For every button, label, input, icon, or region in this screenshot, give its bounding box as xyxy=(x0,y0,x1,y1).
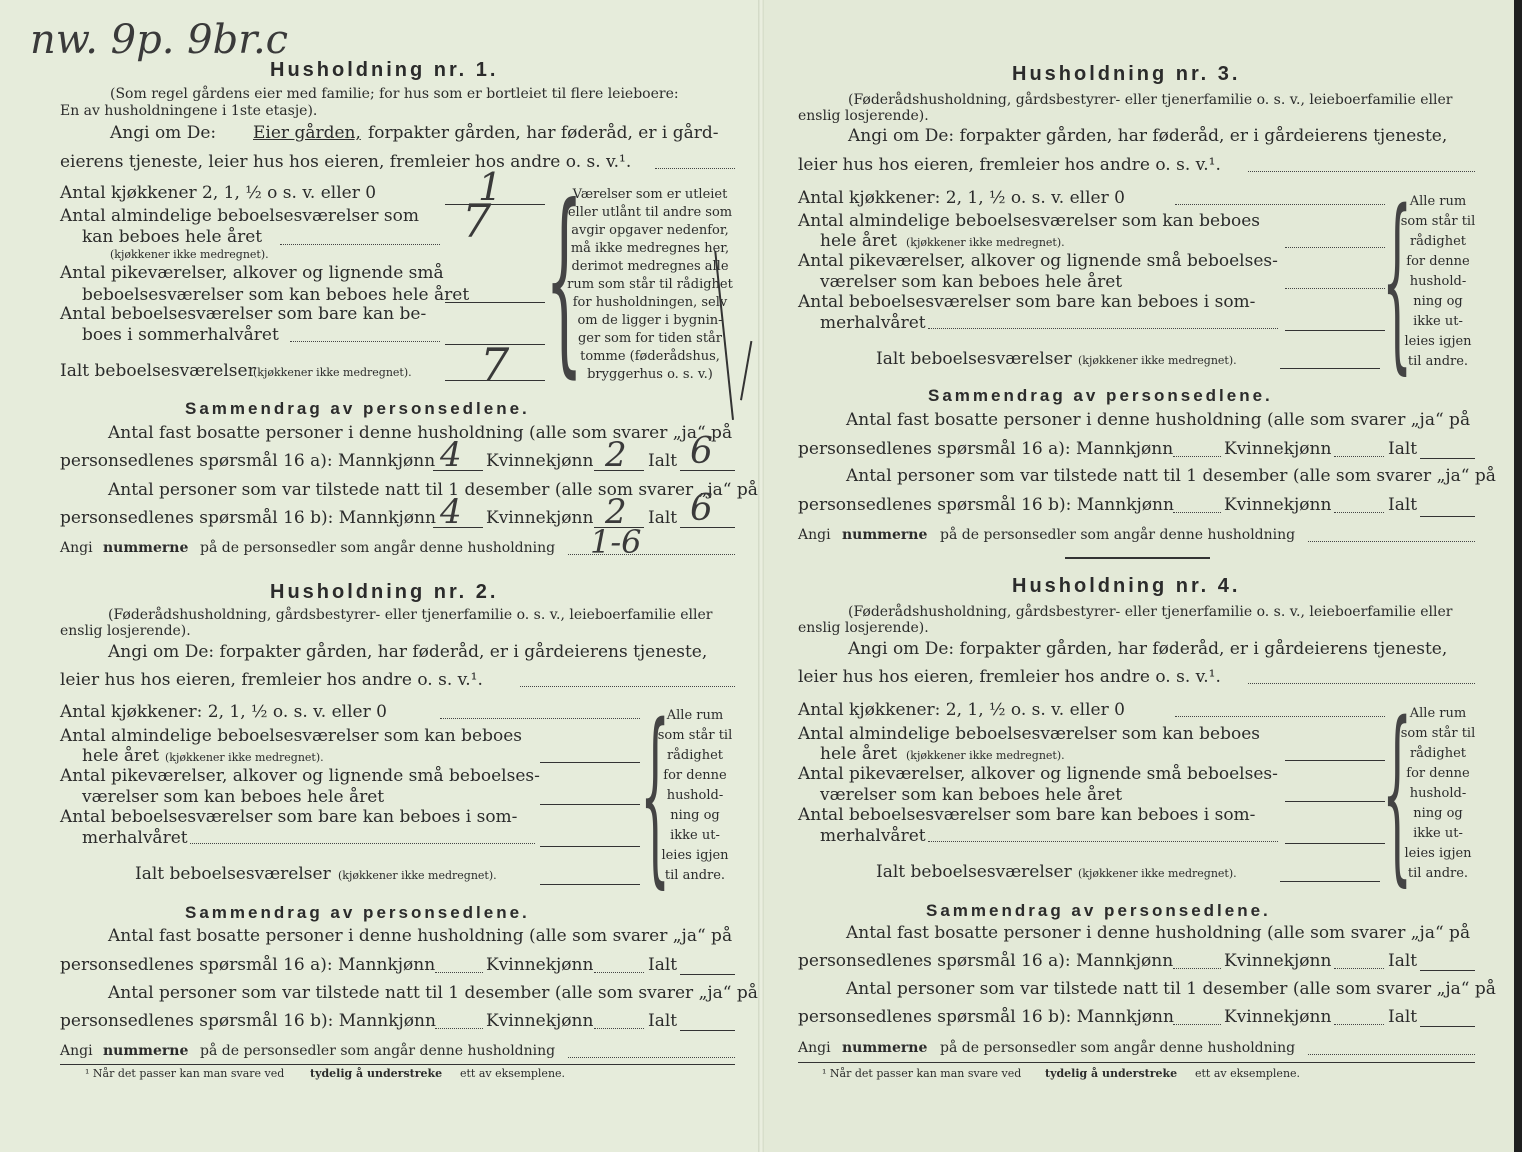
h2-angi-nummer-b: nummerne xyxy=(103,1043,189,1059)
h1-summer-dots xyxy=(290,341,440,342)
h1-brace: { xyxy=(545,163,584,396)
h2-sum-b1: Antal personer som var tilstede natt til 1 desember (alle som svarer „ja“ på xyxy=(108,983,758,1003)
h1-note: (Som regel gårdens eier med familie; for hus som er bortleiet til flere leieboere: xyxy=(110,86,679,102)
page-edge xyxy=(1514,0,1522,1152)
h4-row-rooms-b: hele året xyxy=(820,744,898,764)
h2-sum-a-ialt: Ialt xyxy=(648,955,678,975)
h1-row-total-sub: (kjøkkener ikke medregnet). xyxy=(253,366,412,379)
h2-summary-title: Sammendrag av personsedlene. xyxy=(185,903,530,922)
h1-row-summer-b: boes i sommerhalvåret xyxy=(82,325,279,345)
h1-16b-total: 6 xyxy=(690,488,713,529)
h3-row-rooms-b: hele året xyxy=(820,231,898,251)
h2-summer-dots xyxy=(190,843,535,844)
h2-small-line xyxy=(540,804,640,805)
left-footnote-a: ¹ Når det passer kan man svare ved xyxy=(85,1067,285,1080)
h4-rooms-line xyxy=(1285,760,1385,761)
h1-sum-b-kv: Kvinnekjønn xyxy=(486,508,594,528)
h1-sum-a1: Antal fast bosatte personer i denne husholdning (alle som svarer „ja“ på xyxy=(108,423,733,443)
h1-row-rooms-b: kan beboes hele året xyxy=(82,227,263,247)
h3-row-total-sub: (kjøkkener ikke medregnet). xyxy=(1078,354,1237,367)
h3-sum-a1: Antal fast bosatte personer i denne husholdning (alle som svarer „ja“ på xyxy=(846,410,1471,430)
h4-summer-line xyxy=(1285,843,1385,844)
h2-sum-b2: personsedlenes spørsmål 16 b): Mannkjønn xyxy=(60,1011,436,1031)
h1-angi-a: Angi om De: xyxy=(110,123,217,143)
left-footnote-c: ett av eksemplene. xyxy=(460,1067,566,1080)
h3-16b-female-line xyxy=(1334,512,1384,513)
h3-angi-nummer-a: Angi xyxy=(798,527,831,543)
h2-sum-a-kv: Kvinnekjønn xyxy=(486,955,594,975)
h4-row-small-b: værelser som kan beboes hele året xyxy=(820,785,1123,805)
h4-summary-title: Sammendrag av personsedlene. xyxy=(926,901,1271,920)
h2-nummer-dots xyxy=(568,1057,735,1058)
h1-row-rooms-c: (kjøkkener ikke medregnet). xyxy=(110,248,269,261)
h2-row-rooms-a: Antal almindelige beboelsesværelser som kan beboes xyxy=(60,726,522,746)
right-footnote-b: tydelig å understreke xyxy=(1045,1067,1178,1080)
handwritten-top-note: nw. 9p. 9br.c xyxy=(30,17,289,63)
h1-angi-nummer-c: på de personsedler som angår denne husholdning xyxy=(200,540,556,556)
h1-angi-c: forpakter gården, har føderåd, er i gård- xyxy=(368,123,719,143)
h3-16a-male-line xyxy=(1173,456,1221,457)
left-footnote-rule xyxy=(60,1064,735,1065)
h2-kitchens-line xyxy=(440,718,640,719)
h4-row-total-sub: (kjøkkener ikke medregnet). xyxy=(1078,867,1237,880)
h1-total-value: 7 xyxy=(480,338,510,392)
h1-16b-male: 4 xyxy=(440,492,462,532)
h1-angi-line xyxy=(655,168,735,169)
h4-row-rooms-a: Antal almindelige beboelsesværelser som kan beboes xyxy=(798,724,1260,744)
h2-angi-1: Angi om De: forpakter gården, har føderåd, er i gårdeierens tjeneste, xyxy=(108,642,708,662)
h2-row-total: Ialt beboelsesværelser xyxy=(135,864,331,884)
h4-sum-a-ialt: Ialt xyxy=(1388,951,1418,971)
h1-rooms-value: 7 xyxy=(462,194,492,248)
h1-16a-female: 2 xyxy=(605,435,627,475)
h2-row-kitchens: Antal kjøkkener: 2, 1, ½ o. s. v. eller 0 xyxy=(60,702,387,722)
h4-sum-b-kv: Kvinnekjønn xyxy=(1224,1007,1332,1027)
h3-angi-nummer-c: på de personsedler som angår denne husholdning xyxy=(940,527,1296,543)
h2-sum-b-ialt: Ialt xyxy=(648,1011,678,1031)
h3-angi-1: Angi om De: forpakter gården, har føderåd, er i gårdeierens tjeneste, xyxy=(848,126,1448,146)
h1-16b-female: 2 xyxy=(605,492,627,532)
h1-angi-nummer-b: nummerne xyxy=(103,540,189,556)
h4-sum-b1: Antal personer som var tilstede natt til 1 desember (alle som svarer „ja“ på xyxy=(846,979,1496,999)
h2-16b-total-line xyxy=(680,1030,735,1031)
h2-sum-a1: Antal fast bosatte personer i denne husholdning (alle som svarer „ja“ på xyxy=(108,926,733,946)
h2-16a-male-line xyxy=(435,972,483,973)
h1-note2: En av husholdningene i 1ste etasje). xyxy=(60,103,318,119)
h2-16a-total-line xyxy=(680,974,735,975)
h2-row-small-a: Antal pikeværelser, alkover og lignende små beboelses- xyxy=(60,766,540,786)
h4-angi-nummer-a: Angi xyxy=(798,1040,831,1056)
h2-sum-a2: personsedlenes spørsmål 16 a): Mannkjønn xyxy=(60,955,436,975)
h4-angi-2: leier hus hos eieren, fremleier hos andre o. s. v.¹. xyxy=(798,667,1221,687)
h3-h4-separator xyxy=(1065,557,1210,559)
h4-16a-male-line xyxy=(1173,968,1221,969)
h1-sum-b-ialt: Ialt xyxy=(648,508,678,528)
h4-row-summer-b: merhalvåret xyxy=(820,826,926,846)
h4-row-kitchens: Antal kjøkkener: 2, 1, ½ o. s. v. eller 0 xyxy=(798,700,1125,720)
h4-nummer-dots xyxy=(1308,1054,1475,1055)
h3-angi-line xyxy=(1248,171,1475,172)
h4-total-line xyxy=(1280,881,1380,882)
h1-row-total: Ialt beboelsesværelser xyxy=(60,361,256,381)
h2-summer-line xyxy=(540,846,640,847)
h4-summer-dots xyxy=(928,841,1278,842)
h4-16a-total-line xyxy=(1420,970,1475,971)
h1-nummer-value: 1-6 xyxy=(590,523,642,561)
h4-16b-total-line xyxy=(1420,1026,1475,1027)
h2-row-total-sub: (kjøkkener ikke medregnet). xyxy=(338,869,497,882)
h2-angi-line xyxy=(520,686,735,687)
h1-sum-a2: personsedlenes spørsmål 16 a): Mannkjønn xyxy=(60,451,436,471)
h3-row-rooms-c: (kjøkkener ikke medregnet). xyxy=(906,236,1065,249)
h2-row-summer-a: Antal beboelsesværelser som bare kan beboes i som- xyxy=(60,807,518,827)
h3-row-small-a: Antal pikeværelser, alkover og lignende små beboelses- xyxy=(798,251,1278,271)
h1-row-rooms-a: Antal almindelige beboelsesværelser som xyxy=(60,206,419,226)
h3-angi-nummer-b: nummerne xyxy=(842,527,928,543)
h4-title: Husholdning nr. 4. xyxy=(1012,575,1241,597)
h3-sum-a-kv: Kvinnekjønn xyxy=(1224,439,1332,459)
h3-row-total: Ialt beboelsesværelser xyxy=(876,349,1072,369)
h2-16b-female-line xyxy=(594,1028,644,1029)
h1-sum-a-kv: Kvinnekjønn xyxy=(486,451,594,471)
h2-angi-nummer-c: på de personsedler som angår denne husholdning xyxy=(200,1043,556,1059)
h1-row-kitchens: Antal kjøkkener 2, 1, ½ o s. v. eller 0 xyxy=(60,183,377,203)
h4-note: (Føderådshusholdning, gårdsbestyrer- eller tjenerfamilie o. s. v., leieboerfamilie eller xyxy=(848,604,1453,620)
h2-brace: { xyxy=(640,684,671,905)
h3-angi-2: leier hus hos eieren, fremleier hos andre o. s. v.¹. xyxy=(798,155,1221,175)
h2-row-summer-b: merhalvåret xyxy=(82,828,188,848)
h1-title: Husholdning nr. 1. xyxy=(270,59,499,81)
h3-total-line xyxy=(1280,368,1380,369)
h1-16a-total: 6 xyxy=(690,431,713,472)
right-footnote-a: ¹ Når det passer kan man svare ved xyxy=(822,1067,1022,1080)
right-footnote-c: ett av eksemplene. xyxy=(1195,1067,1301,1080)
h1-row-summer-a: Antal beboelsesværelser som bare kan be- xyxy=(60,304,427,324)
h1-row-small-a: Antal pikeværelser, alkover og lignende små xyxy=(60,263,444,283)
h3-row-summer-b: merhalvåret xyxy=(820,313,926,333)
h2-total-line xyxy=(540,884,640,885)
h3-16a-female-line xyxy=(1334,456,1384,457)
h4-angi-nummer-b: nummerne xyxy=(842,1040,928,1056)
h3-summary-title: Sammendrag av personsedlene. xyxy=(928,386,1273,405)
h4-16a-female-line xyxy=(1334,968,1384,969)
page-fold xyxy=(758,0,764,1152)
h2-row-small-b: værelser som kan beboes hele året xyxy=(82,787,385,807)
h4-note2: enslig losjerende). xyxy=(798,620,929,636)
h3-16b-male-line xyxy=(1173,512,1221,513)
h3-16a-total-line xyxy=(1420,458,1475,459)
h3-nummer-dots xyxy=(1308,541,1475,542)
h4-16b-male-line xyxy=(1173,1024,1221,1025)
h3-sum-b1: Antal personer som var tilstede natt til 1 desember (alle som svarer „ja“ på xyxy=(846,466,1496,486)
h1-sum-a-ialt: Ialt xyxy=(648,451,678,471)
h4-side-note: Alle rum som står til rådighet for denne hushold- ning og ikke ut- leies igjen til andre. xyxy=(1400,706,1476,881)
h2-angi-nummer-a: Angi xyxy=(60,1043,93,1059)
h3-16b-total-line xyxy=(1420,516,1475,517)
h2-side-note: Alle rum som står til rådighet for denne hushold- ning og ikke ut- leies igjen til andre. xyxy=(657,708,733,883)
h2-note2: enslig losjerende). xyxy=(60,623,191,639)
h1-16a-male: 4 xyxy=(440,435,462,475)
h4-row-summer-a: Antal beboelsesværelser som bare kan beboes i som- xyxy=(798,805,1256,825)
h3-small-line xyxy=(1285,288,1385,289)
h1-rooms-dots xyxy=(280,244,440,245)
h4-row-rooms-c: (kjøkkener ikke medregnet). xyxy=(906,749,1065,762)
h3-sum-b-ialt: Ialt xyxy=(1388,495,1418,515)
h3-sum-b2: personsedlenes spørsmål 16 b): Mannkjønn xyxy=(798,495,1174,515)
h1-sum-b1: Antal personer som var tilstede natt til 1 desember (alle som svarer „ja“ på xyxy=(108,480,758,500)
h4-16b-female-line xyxy=(1334,1024,1384,1025)
h1-row-small-b: beboelsesværelser som kan beboes hele året xyxy=(82,285,470,305)
h3-row-summer-a: Antal beboelsesværelser som bare kan beboes i som- xyxy=(798,292,1256,312)
h4-angi-1: Angi om De: forpakter gården, har føderåd, er i gårdeierens tjeneste, xyxy=(848,639,1448,659)
h1-angi-2: eierens tjeneste, leier hus hos eieren, fremleier hos andre o. s. v.¹. xyxy=(60,152,632,172)
right-footnote-rule xyxy=(798,1062,1475,1063)
h4-row-total: Ialt beboelsesværelser xyxy=(876,862,1072,882)
h3-row-small-b: værelser som kan beboes hele året xyxy=(820,272,1123,292)
h3-summer-dots xyxy=(928,328,1278,329)
h2-16a-female-line xyxy=(594,972,644,973)
h3-sum-a2: personsedlenes spørsmål 16 a): Mannkjønn xyxy=(798,439,1174,459)
h3-side-note: Alle rum som står til rådighet for denne hushold- ning og ikke ut- leies igjen til andre. xyxy=(1400,194,1476,369)
h2-rooms-line xyxy=(540,762,640,763)
h1-kitchens-value: 1 xyxy=(478,165,503,209)
h3-brace: { xyxy=(1382,170,1413,391)
h2-angi-2: leier hus hos eieren, fremleier hos andre o. s. v.¹. xyxy=(60,670,483,690)
h1-sum-b2: personsedlenes spørsmål 16 b): Mannkjønn xyxy=(60,508,436,528)
h2-sum-b-kv: Kvinnekjønn xyxy=(486,1011,594,1031)
h3-kitchens-line xyxy=(1175,204,1385,205)
h1-summary-title: Sammendrag av personsedlene. xyxy=(185,399,530,418)
h4-sum-a1: Antal fast bosatte personer i denne husholdning (alle som svarer „ja“ på xyxy=(846,923,1471,943)
h2-16b-male-line xyxy=(435,1028,483,1029)
h1-angi-owner: Eier gården, xyxy=(253,123,361,143)
h4-sum-a2: personsedlenes spørsmål 16 a): Mannkjønn xyxy=(798,951,1174,971)
h2-note: (Føderådshusholdning, gårdsbestyrer- eller tjenerfamilie o. s. v., leieboerfamilie eller xyxy=(108,607,713,623)
h3-row-rooms-a: Antal almindelige beboelsesværelser som kan beboes xyxy=(798,211,1260,231)
h4-sum-a-kv: Kvinnekjønn xyxy=(1224,951,1332,971)
h4-angi-nummer-c: på de personsedler som angår denne husholdning xyxy=(940,1040,1296,1056)
h3-sum-a-ialt: Ialt xyxy=(1388,439,1418,459)
h3-sum-b-kv: Kvinnekjønn xyxy=(1224,495,1332,515)
h4-brace: { xyxy=(1382,682,1413,903)
h1-side-note: Værelser som er utleiet eller utlånt til andre som avgir opgaver nedenfor, må ikke medregnes her, derimot medregnes alle rum som står til rådighet for husholdningen, selv om de ligger i bygnin- ger som for tiden står tomme (føderådshus, bryggerhus o. s. v.) xyxy=(567,187,733,382)
h3-note2: enslig losjerende). xyxy=(798,108,929,124)
h3-row-kitchens: Antal kjøkkener: 2, 1, ½ o. s. v. eller 0 xyxy=(798,188,1125,208)
h4-angi-line xyxy=(1248,683,1475,684)
h1-small-line xyxy=(445,302,545,303)
h2-row-rooms-b: hele året xyxy=(82,746,160,766)
h4-sum-b2: personsedlenes spørsmål 16 b): Mannkjønn xyxy=(798,1007,1174,1027)
h2-row-rooms-c: (kjøkkener ikke medregnet). xyxy=(165,751,324,764)
h4-kitchens-line xyxy=(1175,716,1385,717)
h3-summer-line xyxy=(1285,330,1385,331)
h3-title: Husholdning nr. 3. xyxy=(1012,63,1241,85)
h4-small-line xyxy=(1285,801,1385,802)
h4-row-small-a: Antal pikeværelser, alkover og lignende små beboelses- xyxy=(798,764,1278,784)
h4-sum-b-ialt: Ialt xyxy=(1388,1007,1418,1027)
h3-note: (Føderådshusholdning, gårdsbestyrer- eller tjenerfamilie o. s. v., leieboerfamilie eller xyxy=(848,92,1453,108)
h3-rooms-line xyxy=(1285,247,1385,248)
left-page xyxy=(0,0,760,1152)
left-footnote-b: tydelig å understreke xyxy=(310,1067,443,1080)
h2-title: Husholdning nr. 2. xyxy=(270,581,499,603)
h1-angi-nummer-a: Angi xyxy=(60,540,93,556)
